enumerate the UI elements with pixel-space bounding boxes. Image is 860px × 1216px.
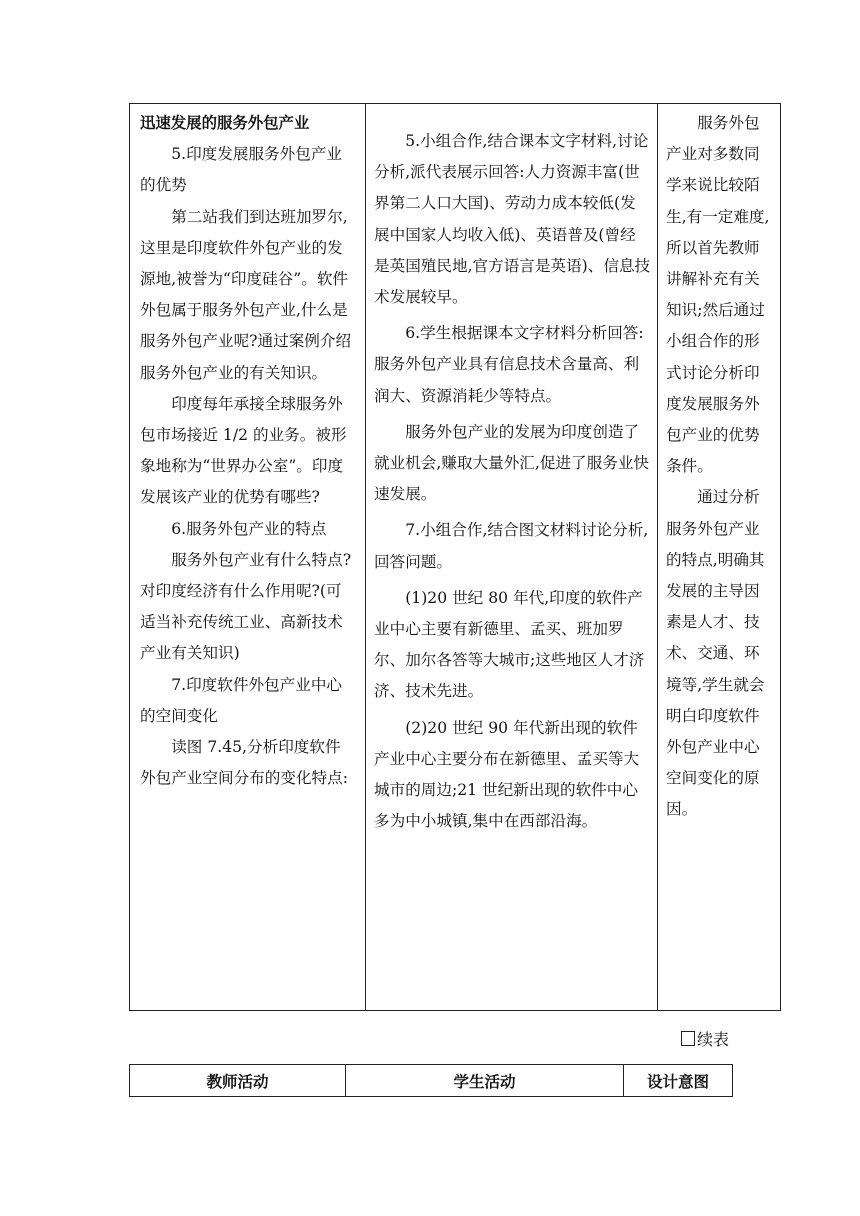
design-paragraph: 通过分析服务外包产业的特点,明确其发展的主导因素是人才、技术、交通、环境等,学生就会明白印度软件外包产业中心空间变化的原因。 (666, 488, 765, 819)
teacher-paragraph: 6.服务外包产业的特点 (171, 519, 327, 538)
teacher-paragraph: 印度每年承接全球服务外包市场接近 1/2 的业务。被形象地称为“世界办公室”。印度发展该产业的优势有哪些? (140, 394, 347, 507)
continued-text: 续表 (696, 1030, 729, 1049)
lesson-table (129, 103, 781, 1011)
design-intent-cell (658, 104, 781, 1011)
table-header-row (130, 1065, 733, 1097)
teacher-paragraph: 5.印度发展服务外包产业的优势 (140, 145, 343, 195)
student-paragraph: (1)20 世纪 80 年代,印度的软件产业中心主要有新德里、孟买、班加罗尔、加尔各答等大城市;这些地区人才济济、技术先进。 (374, 588, 645, 701)
student-paragraph: 7.小组合作,结合图文材料讨论分析,回答问题。 (374, 521, 649, 571)
teacher-paragraph: 第二站我们到达班加罗尔,这里是印度软件外包产业的发源地,被誉为“印度硅谷”。软件外包属于服务外包产业,什么是服务外包产业呢?通过案例介绍服务外包产业的有关知识。 (140, 207, 352, 382)
header-student-activity: 学生活动 (346, 1065, 624, 1097)
student-paragraph: 6.学生根据课本文字材料分析回答:服务外包产业具有信息技术含量高、利润大、资源消耗少等特点。 (374, 324, 644, 405)
student-paragraph: (2)20 世纪 90 年代新出现的软件产业中心主要分布在新德里、孟买等大城市的周边;21 世纪新出现的软件中心多为中小城镇,集中在西部沿海。 (374, 718, 640, 831)
design-paragraph: 服务外包产业对多数同学来说比较陌生,有一定难度,所以首先教师讲解补充有关知识;然后通过小组合作的形式讨论分析印度发展服务外包产业的优势条件。 (666, 114, 770, 476)
header-teacher-activity: 教师活动 (130, 1065, 346, 1097)
student-paragraph: 服务外包产业的发展为印度创造了就业机会,赚取大量外汇,促进了服务业快速发展。 (374, 422, 650, 504)
continued-label (681, 1027, 729, 1050)
teacher-activity-cell (130, 104, 366, 1011)
teacher-paragraph: 服务外包产业有什么特点?对印度经济有什么作用呢?(可适当补充传统工业、高新技术产业有关知识) (140, 550, 352, 663)
student-paragraph: 5.小组合作,结合课本文字材料,讨论分析,派代表展示回答:人力资源丰富(世界第二人口大国)、劳动力成本较低(发展中国家人均收入低)、英语普及(曾经是英国殖民地,官方语言是英语)、信息技术发展较早。 (374, 132, 651, 307)
section-heading: 迅速发展的服务外包产业 (140, 114, 310, 132)
header-design-intent: 设计意图 (624, 1065, 733, 1097)
checkbox-square-icon (681, 1031, 695, 1046)
header-table (129, 1064, 733, 1097)
teacher-paragraph: 7.印度软件外包产业中心的空间变化 (140, 675, 343, 725)
table-row (130, 104, 781, 1011)
teacher-paragraph: 读图 7.45,分析印度软件外包产业空间分布的变化特点: (140, 738, 348, 788)
student-activity-cell (366, 104, 658, 1011)
